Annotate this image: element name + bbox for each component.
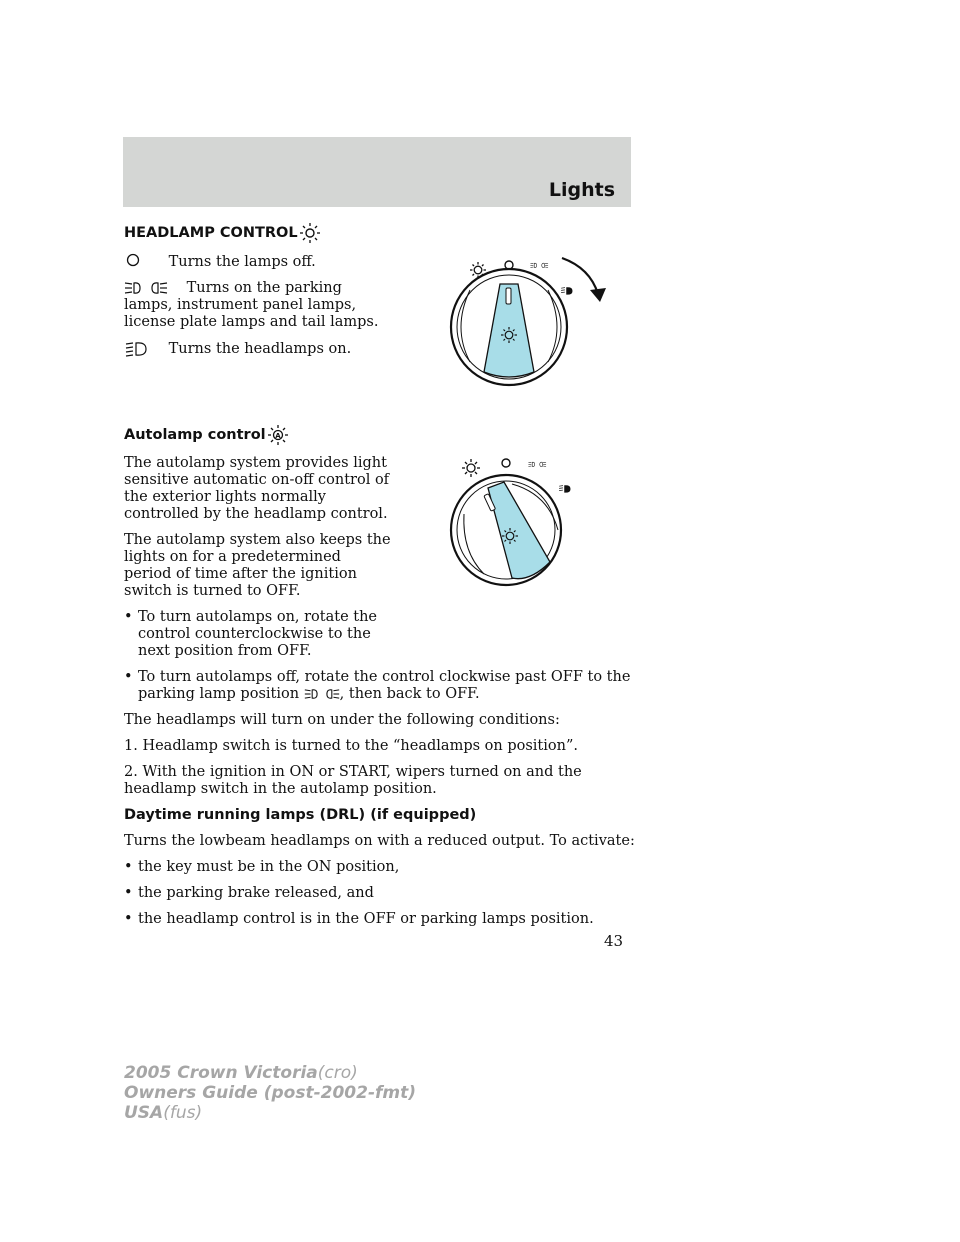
headlamp-icon (561, 288, 572, 295)
headlamp-heading (124, 222, 644, 244)
autolamp-bullet-off-text: To turn autolamps off, rotate the control clockwise past OFF to the parking lamp position (138, 669, 631, 702)
section-title: Lights (548, 179, 615, 201)
off-circle-icon (502, 459, 510, 467)
off-text: Turns the lamps off. (168, 254, 316, 270)
parking-lamp-icon (304, 686, 340, 702)
clockwise-arrow-icon (562, 258, 606, 302)
footer-region-code: (fus) (163, 1103, 203, 1123)
bullet-dot: • (124, 609, 133, 625)
autolamp-heading-text: Autolamp control (124, 426, 266, 443)
parking-lamp-icon (530, 263, 548, 267)
bullet-dot: • (124, 859, 133, 875)
headlamp-knob (451, 269, 567, 385)
bullet-dot: • (124, 669, 133, 685)
conditions-intro: The headlamps will turn on under the following conditions: (124, 712, 560, 728)
off-circle-icon (124, 253, 146, 267)
autolamp-knob-diagram (440, 452, 620, 592)
footer-region-line (124, 1103, 416, 1123)
drl-heading (124, 807, 644, 824)
page-number: 43 (604, 932, 624, 950)
headlamp-icon (124, 340, 150, 358)
bullet-dot: • (124, 911, 133, 927)
drl-bullet (124, 885, 644, 902)
footer-guide-line (124, 1083, 416, 1103)
parking-lamp-icon (124, 280, 168, 296)
headlamp-knob-diagram (440, 250, 620, 395)
parking-text-line1: Turns on the parking (186, 280, 342, 296)
footer-model-code: (cro) (317, 1063, 358, 1083)
condition-1: 1. Headlamp switch is turned to the “headlamps on position”. (124, 738, 578, 754)
parking-description (124, 280, 392, 331)
autolamp-bullet-off (124, 669, 644, 703)
drl-heading-text: Daytime running lamps (DRL) (if equipped) (124, 807, 477, 823)
autolamp-para2: The autolamp system also keeps the lights on for a predetermined period of time after the ignition switch is turned to OFF. (124, 532, 391, 599)
off-circle-icon (505, 261, 513, 269)
drl-bullet-text: the headlamp control is in the OFF or parking lamps position. (138, 911, 594, 927)
parking-text-rest: lamps, instrument panel lamps, license plate lamps and tail lamps. (124, 297, 379, 330)
headlamp-icon (559, 486, 570, 493)
headlamp-heading-text: HEADLAMP CONTROL (124, 224, 298, 241)
drl-intro: Turns the lowbeam headlamps on with a reduced output. To activate: (124, 833, 635, 849)
autolamp-bullet-on-text: To turn autolamps on, rotate the control counterclockwise to the next position from OFF. (138, 609, 378, 659)
condition-2: 2. With the ignition in ON or START, wipers turned on and the headlamp switch in the autolamp position. (124, 764, 582, 797)
headlamps-text: Turns the headlamps on. (168, 341, 352, 357)
autolamp-heading (124, 424, 644, 446)
autolamp-sun-a-icon (266, 424, 290, 446)
footer-model: 2005 Crown Victoria (124, 1063, 318, 1083)
autolamp-sun-a-icon (462, 459, 480, 477)
bullet-dot: • (124, 885, 133, 901)
autolamp-bullet-off-text-after: , then back to OFF. (339, 686, 480, 702)
section-header-band (123, 137, 631, 207)
autolamp-bullet-on (124, 609, 392, 660)
footer-model-line (124, 1063, 416, 1083)
autolamp-knob (451, 475, 561, 585)
sun-icon (298, 222, 322, 244)
document-footer (124, 1063, 416, 1123)
autolamp-para1: The autolamp system provides light sensitive automatic on-off control of the exterior lights normally controlled by the headlamp control. (124, 455, 390, 522)
drl-bullet-text: the parking brake released, and (138, 885, 374, 901)
footer-guide: Owners Guide (post-2002-fmt) (124, 1083, 417, 1103)
footer-region: USA (124, 1103, 164, 1123)
drl-bullet (124, 859, 644, 876)
svg-text:A: A (274, 432, 281, 440)
parking-lamp-icon (528, 462, 546, 466)
drl-bullet-text: the key must be in the ON position, (138, 859, 400, 875)
drl-bullet (124, 911, 644, 928)
